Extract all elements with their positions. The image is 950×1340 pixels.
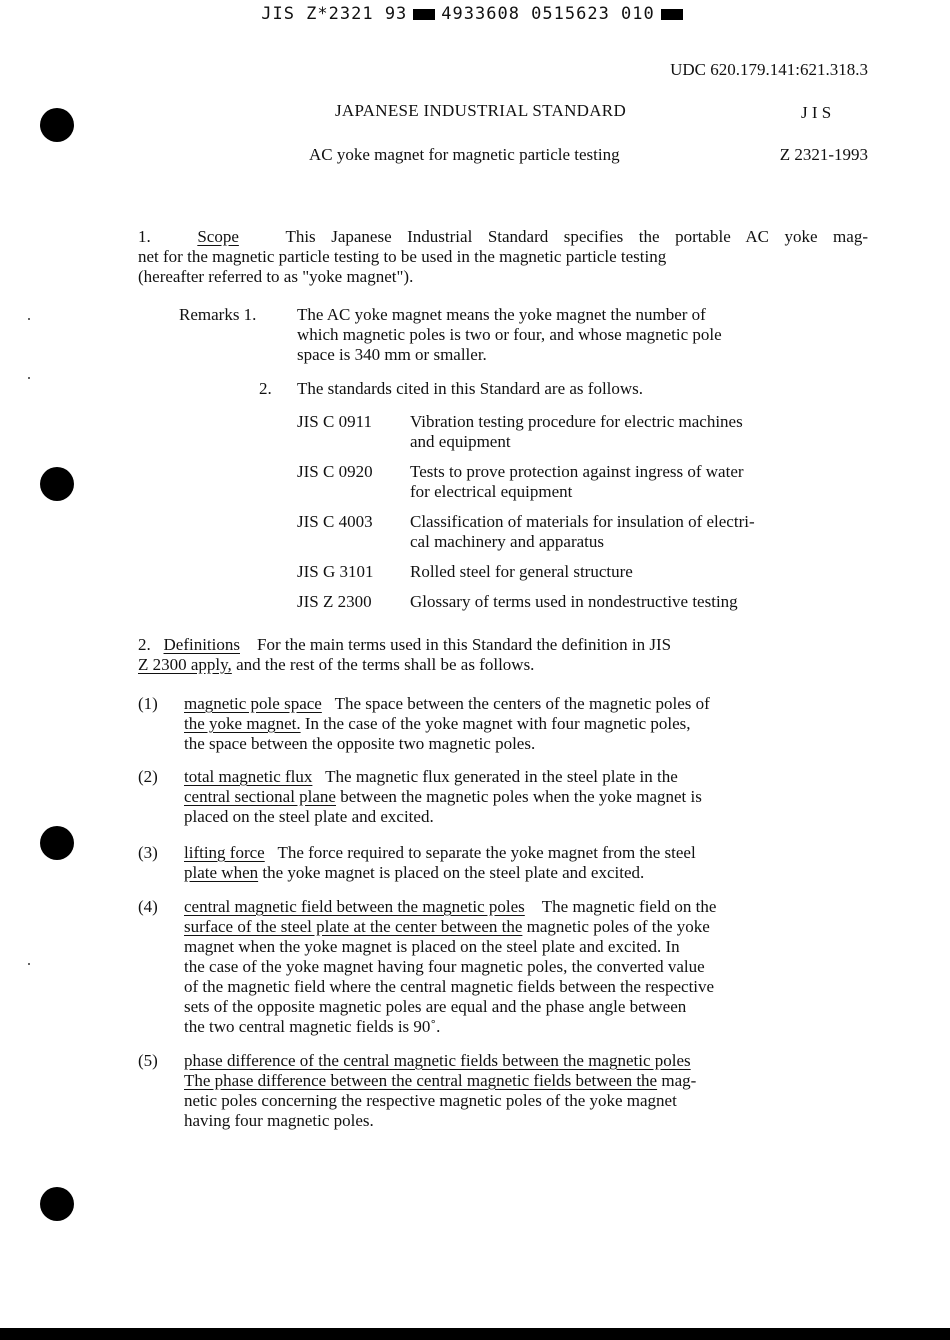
definition-line: The magnetic field on the [541, 897, 717, 916]
scope-number: 1. [138, 227, 151, 246]
standard-title-line: and equipment [410, 432, 511, 451]
remark-1-line-3: space is 340 mm or smaller. [297, 345, 487, 364]
definitions-section [138, 635, 868, 675]
definition-item [184, 897, 874, 1037]
standard-code: JIS G 3101 [297, 562, 374, 581]
standard-title-entry [410, 462, 850, 502]
speck [28, 963, 30, 965]
standard-title-line: Vibration testing procedure for electric machines [410, 412, 743, 431]
udc-number: UDC 620.179.141:621.318.3 [670, 60, 868, 79]
standard-title-entry [410, 412, 850, 452]
document-code-strip [0, 4, 950, 24]
punch-hole [40, 826, 74, 860]
definition-line: magnetic poles of the yoke [522, 917, 710, 936]
definition-line: The space between the centers of the magnetic poles of [334, 694, 710, 713]
punch-hole [40, 108, 74, 142]
definition-line: mag- [657, 1071, 697, 1090]
definition-line-underlined: plate when [184, 863, 259, 882]
standard-title-line: Classification of materials for insulation of electri- [410, 512, 755, 531]
definition-term: central magnetic field between the magnetic poles [184, 897, 525, 916]
punch-hole [40, 467, 74, 501]
definition-line: sets of the opposite magnetic poles are equal and the phase angle between [184, 997, 687, 1016]
standard-code: JIS Z 2300 [297, 592, 372, 611]
definition-line: netic poles concerning the respective magnetic poles of the yoke magnet [184, 1091, 677, 1110]
scan-edge-bar [0, 1328, 950, 1340]
item-number: (3) [138, 843, 158, 862]
item-number: (2) [138, 767, 158, 786]
definition-item [184, 843, 874, 883]
scope-line-3: (hereafter referred to as "yoke magnet"). [138, 267, 414, 286]
definition-line: between the magnetic poles when the yoke magnet is [335, 787, 702, 806]
definitions-line-2-rest: and the rest of the terms shall be as follows. [231, 655, 535, 674]
standard-code: JIS C 0911 [297, 412, 372, 431]
standard-title-entry [410, 562, 850, 582]
item-number: (5) [138, 1051, 158, 1070]
top-code-b: 4933608 0515623 010 [441, 4, 655, 24]
standard-title-entry [410, 512, 850, 552]
definition-item [184, 694, 874, 754]
standard-title-line: cal machinery and apparatus [410, 532, 604, 551]
definition-line: placed on the steel plate and excited. [184, 807, 434, 826]
document-title: AC yoke magnet for magnetic particle testing [309, 145, 620, 164]
speck [28, 318, 30, 320]
top-code-a: JIS Z*2321 93 [261, 4, 408, 24]
definition-line-underlined: surface of the steel plate at the center between the [184, 917, 523, 936]
definitions-line-1: For the main terms used in this Standard the definition in JIS [257, 635, 672, 654]
definition-line: having four magnetic poles. [184, 1111, 374, 1130]
definition-term: phase difference of the central magnetic fields between the magnetic poles [184, 1051, 691, 1070]
definition-term: lifting force [184, 843, 265, 862]
item-number: (1) [138, 694, 158, 713]
standard-title-entry [410, 592, 850, 612]
standard-title-line: Rolled steel for general structure [410, 562, 633, 581]
speck [28, 377, 30, 379]
definition-line-underlined: central sectional plane [184, 787, 336, 806]
remarks-label: Remarks 1. [179, 305, 257, 324]
barcode-block [413, 9, 435, 20]
definition-term: magnetic pole space [184, 694, 322, 713]
scope-line-1: This Japanese Industrial Standard specifies the portable AC yoke mag- [285, 227, 868, 246]
standard-title: JAPANESE INDUSTRIAL STANDARD [335, 101, 627, 120]
definition-line: The force required to separate the yoke magnet from the steel [277, 843, 696, 862]
definition-line: of the magnetic field where the central magnetic fields between the respective [184, 977, 715, 996]
item-number: (4) [138, 897, 158, 916]
definition-line: the two central magnetic fields is 90˚. [184, 1017, 441, 1036]
definition-item [184, 767, 874, 827]
standard-title-line: Tests to prove protection against ingress of water [410, 462, 744, 481]
standard-title-line: Glossary of terms used in nondestructive testing [410, 592, 738, 611]
definition-line: magnet when the yoke magnet is placed on the steel plate and excited. In [184, 937, 680, 956]
scope-heading: Scope [197, 227, 239, 246]
scope-line-2: net for the magnetic particle testing to be used in the magnetic particle testing [138, 247, 667, 266]
standard-code: JIS C 0920 [297, 462, 373, 481]
jis-mark: J I S [801, 103, 832, 122]
remark-1-line-1: The AC yoke magnet means the yoke magnet the number of [297, 305, 706, 324]
remark-1-line-2: which magnetic poles is two or four, and whose magnetic pole [297, 325, 722, 344]
definitions-heading: Definitions [163, 635, 240, 654]
standard-title-line: for electrical equipment [410, 482, 573, 501]
barcode-block [661, 9, 683, 20]
definition-line: the case of the yoke magnet having four magnetic poles, the converted value [184, 957, 705, 976]
standard-code: JIS C 4003 [297, 512, 373, 531]
punch-hole [40, 1187, 74, 1221]
definition-term: total magnetic flux [184, 767, 313, 786]
remark-1 [297, 305, 857, 365]
remark-2-text: The standards cited in this Standard are as follows. [297, 379, 644, 398]
scope-section [138, 227, 868, 287]
definition-line: In the case of the yoke magnet with four magnetic poles, [300, 714, 691, 733]
definition-line-underlined: The phase difference between the central magnetic fields between the [184, 1071, 658, 1090]
definition-line: the yoke magnet is placed on the steel plate and excited. [258, 863, 645, 882]
remark-2-number: 2. [259, 379, 272, 398]
definition-line: the space between the opposite two magnetic poles. [184, 734, 536, 753]
document-number: Z 2321-1993 [779, 145, 868, 164]
definition-line: The magnetic flux generated in the steel plate in the [325, 767, 678, 786]
definition-line-underlined: the yoke magnet. [184, 714, 301, 733]
definitions-number: 2. [138, 635, 151, 654]
definitions-line-2-underlined: Z 2300 apply, [138, 655, 232, 674]
definition-item [184, 1051, 874, 1131]
